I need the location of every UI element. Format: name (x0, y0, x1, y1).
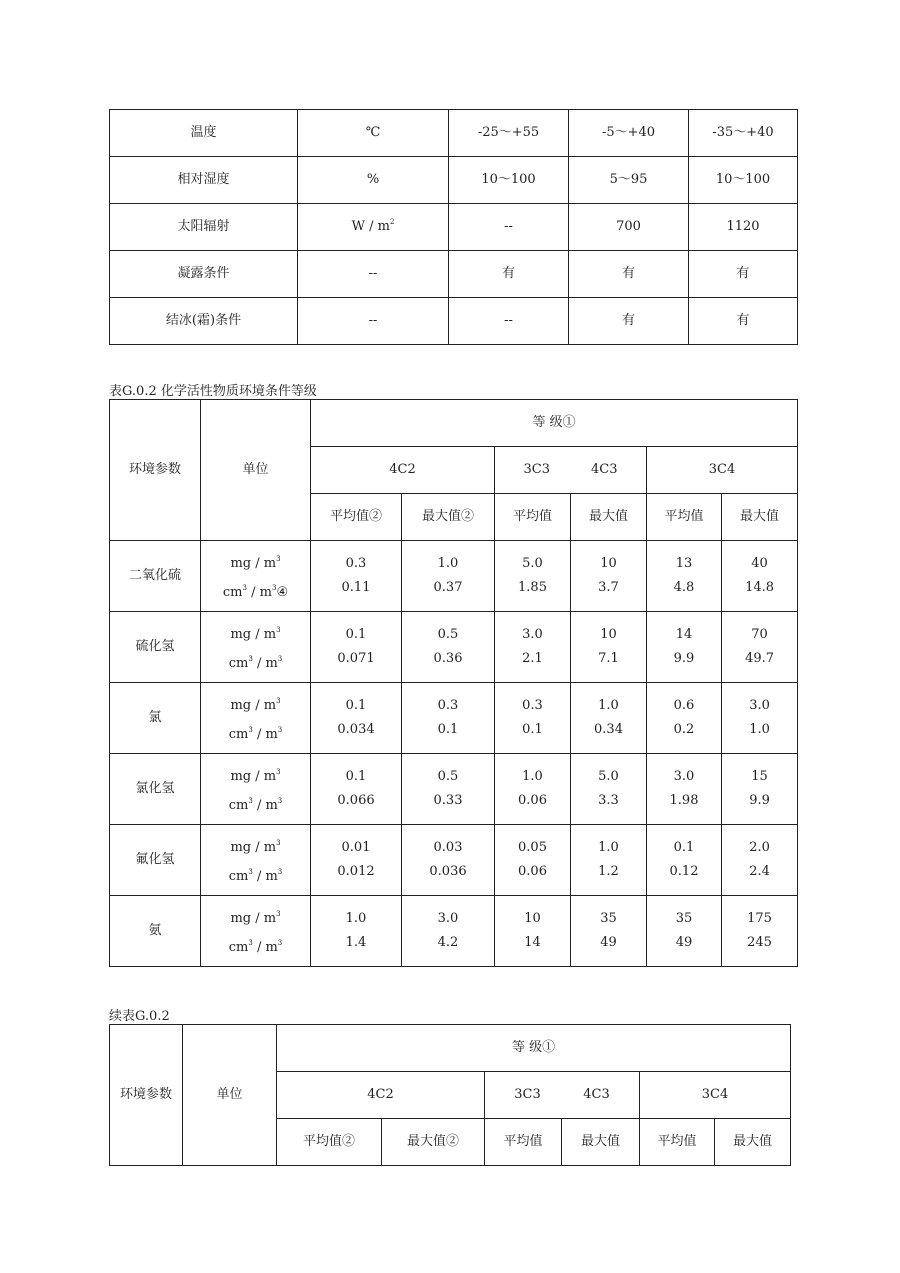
value-cell: 10～100 (449, 157, 569, 204)
unit-cell: W / $m^2$ (298, 204, 449, 251)
table-row (110, 251, 798, 298)
unit-cell: mg / $m^3$ $cm^3 / m^3$ (201, 896, 311, 967)
value-cell: 有 (449, 251, 569, 298)
param-cell: 凝露条件 (110, 251, 298, 298)
table-row (110, 683, 798, 754)
unit-cell: % (298, 157, 449, 204)
value-cell: 15 9.9 (722, 754, 798, 825)
value-cell: 3.0 1.98 (647, 754, 722, 825)
value-cell: 0.6 0.2 (647, 683, 722, 754)
sub-header: 平均值② (311, 494, 402, 541)
value-cell: 有 (569, 251, 689, 298)
value-cell: 1.0 0.34 (571, 683, 647, 754)
value-cell: 0.5 0.33 (402, 754, 495, 825)
table-row (110, 157, 798, 204)
value-cell: 3.0 1.0 (722, 683, 798, 754)
param-cell: 氟化氢 (110, 825, 201, 896)
grade-3c3-4c3: 3C3 4C3 (485, 1072, 640, 1119)
param-cell: 硫化氢 (110, 612, 201, 683)
sub-header: 平均值 (485, 1119, 562, 1166)
value-cell: 0.05 0.06 (495, 825, 571, 896)
table-row (110, 110, 798, 157)
value-cell: 35 49 (647, 896, 722, 967)
sub-header: 最大值 (562, 1119, 640, 1166)
unit-cell: mg / $m^3$ $cm^3 / m^3$ (201, 754, 311, 825)
value-cell: 0.1 0.034 (311, 683, 402, 754)
value-cell: 有 (689, 251, 798, 298)
sub-header: 平均值 (495, 494, 571, 541)
sub-header: 平均值 (647, 494, 722, 541)
value-cell: 3.0 2.1 (495, 612, 571, 683)
unit-cell: ℃ (298, 110, 449, 157)
header-unit: 单位 (201, 400, 311, 541)
value-cell: 700 (569, 204, 689, 251)
value-cell: 1.0 1.4 (311, 896, 402, 967)
param-cell: 温度 (110, 110, 298, 157)
header-grade: 等 级① (311, 400, 798, 447)
value-cell: -5～+40 (569, 110, 689, 157)
table-row (110, 204, 798, 251)
table-caption: 表G.0.2 化学活性物质环境条件等级 (109, 384, 317, 399)
value-cell: 有 (689, 298, 798, 345)
param-cell: 氯化氢 (110, 754, 201, 825)
chemical-conditions-table (109, 399, 798, 967)
value-cell: 1.0 1.2 (571, 825, 647, 896)
table-row (110, 825, 798, 896)
value-cell: 0.3 0.1 (495, 683, 571, 754)
value-cell: -- (449, 298, 569, 345)
value-cell: -25～+55 (449, 110, 569, 157)
value-cell: 1.0 0.06 (495, 754, 571, 825)
sub-header: 平均值② (277, 1119, 382, 1166)
header-unit: 单位 (183, 1025, 277, 1166)
value-cell: 5～95 (569, 157, 689, 204)
value-cell: 10～100 (689, 157, 798, 204)
sub-header: 最大值 (571, 494, 647, 541)
sub-header: 最大值② (402, 494, 495, 541)
value-cell: 3.0 4.2 (402, 896, 495, 967)
value-cell: -35～+40 (689, 110, 798, 157)
value-cell: 0.1 0.071 (311, 612, 402, 683)
table-caption: 续表G.0.2 (109, 1009, 170, 1024)
value-cell: 0.01 0.012 (311, 825, 402, 896)
value-cell: 10 7.1 (571, 612, 647, 683)
value-cell: 0.03 0.036 (402, 825, 495, 896)
chemical-conditions-continued-table (109, 1024, 791, 1166)
table-row (110, 612, 798, 683)
sub-header: 最大值 (722, 494, 798, 541)
unit-cell: mg / $m^3$ $cm^3$ / $m^3④$ (201, 541, 311, 612)
value-cell: 5.0 1.85 (495, 541, 571, 612)
unit-cell: -- (298, 298, 449, 345)
header-grade: 等 级① (277, 1025, 791, 1072)
unit-cell: -- (298, 251, 449, 298)
grade-3c4: 3C4 (647, 447, 798, 494)
value-cell: 2.0 2.4 (722, 825, 798, 896)
value-cell: 175 245 (722, 896, 798, 967)
value-cell: 10 14 (495, 896, 571, 967)
header-row (110, 400, 798, 447)
value-cell: 1.0 0.37 (402, 541, 495, 612)
value-cell: 有 (569, 298, 689, 345)
header-row (110, 1025, 791, 1072)
param-cell: 氯 (110, 683, 201, 754)
unit-cell: mg / $m^3$ $cm^3 / m^3$ (201, 683, 311, 754)
param-cell: 太阳辐射 (110, 204, 298, 251)
sub-header: 最大值 (715, 1119, 791, 1166)
param-cell: 相对湿度 (110, 157, 298, 204)
sub-header: 最大值② (382, 1119, 485, 1166)
header-param: 环境参数 (110, 400, 201, 541)
table-row (110, 298, 798, 345)
climate-conditions-table (109, 109, 798, 345)
value-cell: 0.1 0.066 (311, 754, 402, 825)
value-cell: 35 49 (571, 896, 647, 967)
param-cell: 二氧化硫 (110, 541, 201, 612)
table-row (110, 896, 798, 967)
value-cell: 5.0 3.3 (571, 754, 647, 825)
param-cell: 氨 (110, 896, 201, 967)
grade-4c2: 4C2 (277, 1072, 485, 1119)
grade-3c4: 3C4 (640, 1072, 791, 1119)
table-row (110, 541, 798, 612)
value-cell: 13 4.8 (647, 541, 722, 612)
unit-cell: mg / $m^3$ $cm^3 / m^3$ (201, 612, 311, 683)
unit-cell: mg / $m^3$ $cm^3 / m^3$ (201, 825, 311, 896)
value-cell: 14 9.9 (647, 612, 722, 683)
header-param: 环境参数 (110, 1025, 183, 1166)
value-cell: 70 49.7 (722, 612, 798, 683)
value-cell: 10 3.7 (571, 541, 647, 612)
value-cell: 0.3 0.11 (311, 541, 402, 612)
value-cell: 0.5 0.36 (402, 612, 495, 683)
grade-4c2: 4C2 (311, 447, 495, 494)
value-cell: 1120 (689, 204, 798, 251)
table-row (110, 754, 798, 825)
value-cell: -- (449, 204, 569, 251)
param-cell: 结冰(霜)条件 (110, 298, 298, 345)
value-cell: 0.1 0.12 (647, 825, 722, 896)
sub-header: 平均值 (640, 1119, 715, 1166)
value-cell: 40 14.8 (722, 541, 798, 612)
grade-3c3-4c3: 3C3 4C3 (495, 447, 647, 494)
value-cell: 0.3 0.1 (402, 683, 495, 754)
